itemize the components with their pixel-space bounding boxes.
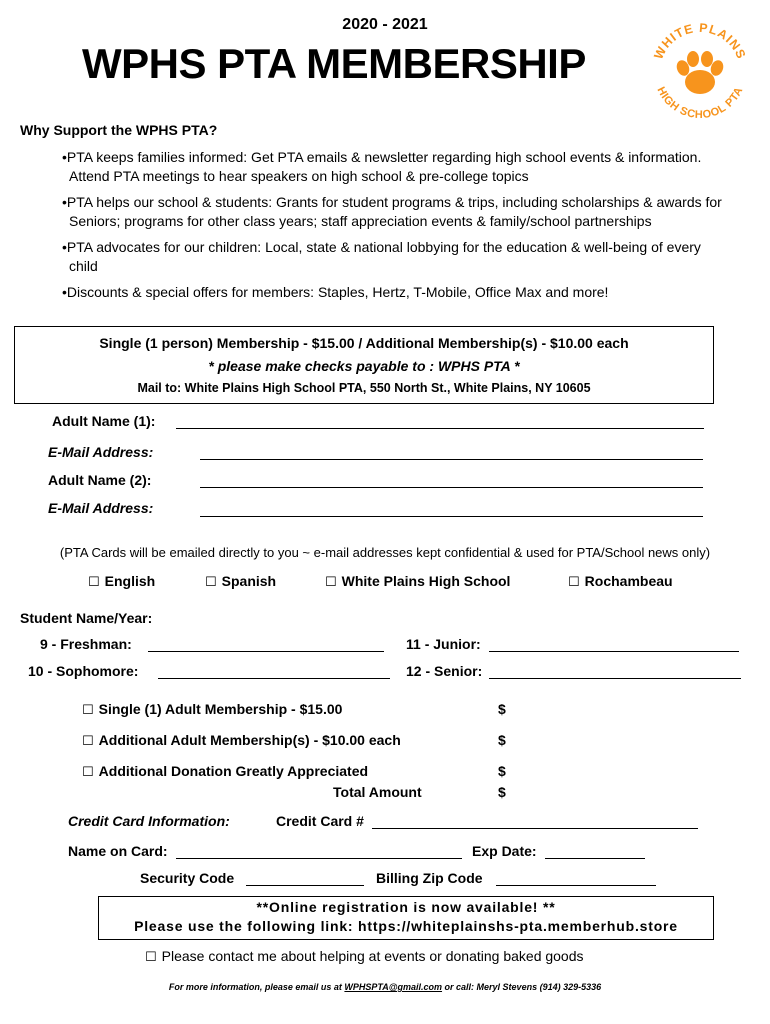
page-title: WPHS PTA MEMBERSHIP bbox=[82, 40, 586, 87]
footer-info bbox=[0, 982, 770, 992]
exp-date-field[interactable] bbox=[545, 858, 645, 859]
checkbox-icon[interactable]: ☐ bbox=[145, 950, 157, 965]
email2-field[interactable] bbox=[200, 516, 703, 517]
footer-prefix: For more information, please email us at bbox=[168, 982, 345, 992]
donation-label: Additional Donation Greatly Appreciated bbox=[98, 763, 369, 779]
why-heading: Why Support the WPHS PTA? bbox=[20, 122, 218, 138]
checkbox-wphs[interactable] bbox=[325, 573, 510, 590]
pricing-line: Single (1 person) Membership - $15.00 / Additional Membership(s) - $10.00 each bbox=[99, 335, 629, 351]
checkbox-contact-me[interactable] bbox=[145, 948, 584, 965]
bullet-discounts: •Discounts & special offers for members: Staples, Hertz, T-Mobile, Office Max and more! bbox=[62, 284, 609, 300]
adult2-label: Adult Name (2): bbox=[48, 472, 152, 488]
freshman-field[interactable] bbox=[148, 651, 384, 652]
pta-paw-logo bbox=[646, 18, 754, 126]
rochambeau-label: Rochambeau bbox=[584, 573, 673, 589]
english-label: English bbox=[104, 573, 156, 589]
card-number-field[interactable] bbox=[372, 828, 698, 829]
checkbox-additional-membership[interactable] bbox=[82, 732, 401, 749]
credit-card-info-label: Credit Card Information: bbox=[68, 813, 230, 829]
checkbox-icon[interactable]: ☐ bbox=[568, 575, 580, 590]
security-code-label: Security Code bbox=[140, 870, 235, 886]
student-heading: Student Name/Year: bbox=[20, 610, 153, 626]
email1-label: E-Mail Address: bbox=[48, 444, 154, 460]
payable-line: * please make checks payable to : WPHS PTA * bbox=[208, 358, 520, 374]
total-amount[interactable]: $ bbox=[498, 784, 506, 800]
logo-text-top: WHITE PLAINS bbox=[651, 20, 749, 62]
junior-field[interactable] bbox=[489, 651, 739, 652]
single-membership-label: Single (1) Adult Membership - $15.00 bbox=[98, 701, 343, 717]
name-on-card-field[interactable] bbox=[176, 858, 462, 859]
security-code-field[interactable] bbox=[246, 885, 364, 886]
pricing-box bbox=[14, 326, 714, 404]
checkbox-spanish[interactable] bbox=[205, 573, 276, 590]
logo-text-bottom: HIGH SCHOOL PTA bbox=[654, 85, 746, 122]
checkbox-icon[interactable]: ☐ bbox=[205, 575, 217, 590]
svg-text:WHITE PLAINS bbox=[651, 21, 748, 62]
adult1-label: Adult Name (1): bbox=[52, 413, 156, 429]
email1-field[interactable] bbox=[200, 459, 703, 460]
why-bullet-list bbox=[62, 148, 722, 309]
additional-amount[interactable]: $ bbox=[498, 732, 506, 748]
checkbox-rochambeau[interactable] bbox=[568, 573, 673, 590]
exp-date-label: Exp Date: bbox=[472, 843, 537, 859]
bullet-informed: •PTA keeps families informed: Get PTA emails & newsletter regarding high school events & information. Attend PTA meetings to hear speakers on high school & pre-college topics bbox=[62, 149, 702, 184]
bullet-helps: •PTA helps our school & students: Grants for student programs & trips, including scholarships & awards for Seniors; programs for other class years; staff appreciation events & family/school partnerships bbox=[62, 194, 722, 229]
school-year: 2020 - 2021 bbox=[342, 16, 428, 33]
junior-label: 11 - Junior: bbox=[406, 636, 481, 652]
email2-label: E-Mail Address: bbox=[48, 500, 154, 516]
billing-zip-label: Billing Zip Code bbox=[376, 870, 483, 886]
adult2-field[interactable] bbox=[200, 487, 703, 488]
checkbox-single-membership[interactable] bbox=[82, 701, 342, 718]
bullet-advocates: •PTA advocates for our children: Local, state & national lobbying for the education & well-being of every child bbox=[62, 239, 701, 274]
contact-me-label: Please contact me about helping at events or donating baked goods bbox=[161, 948, 584, 964]
online-link-text[interactable]: Please use the following link: https://whiteplainshs-pta.memberhub.store bbox=[134, 918, 678, 934]
name-on-card-label: Name on Card: bbox=[68, 843, 168, 859]
additional-membership-label: Additional Adult Membership(s) - $10.00 each bbox=[98, 732, 401, 748]
checkbox-icon[interactable]: ☐ bbox=[82, 765, 94, 780]
mail-address-line: Mail to: White Plains High School PTA, 550 North St., White Plains, NY 10605 bbox=[137, 381, 591, 395]
donation-amount[interactable]: $ bbox=[498, 763, 506, 779]
online-registration-box bbox=[98, 896, 714, 940]
checkbox-icon[interactable]: ☐ bbox=[82, 734, 94, 749]
paw-icon bbox=[675, 51, 726, 94]
checkbox-icon[interactable]: ☐ bbox=[82, 703, 94, 718]
single-amount[interactable]: $ bbox=[498, 701, 506, 717]
wphs-label: White Plains High School bbox=[341, 573, 511, 589]
online-available-text: **Online registration is now available! ** bbox=[256, 899, 556, 915]
card-number-label: Credit Card # bbox=[276, 813, 364, 829]
sophomore-field[interactable] bbox=[158, 678, 390, 679]
freshman-label: 9 - Freshman: bbox=[40, 636, 132, 652]
checkbox-english[interactable] bbox=[88, 573, 155, 590]
senior-field[interactable] bbox=[489, 678, 741, 679]
spanish-label: Spanish bbox=[221, 573, 277, 589]
email-note: (PTA Cards will be emailed directly to you ~ e-mail addresses kept confidential & used for PTA/School news only) bbox=[59, 545, 711, 560]
footer-suffix: or call: Meryl Stevens (914) 329-5336 bbox=[442, 982, 602, 992]
senior-label: 12 - Senior: bbox=[406, 663, 483, 679]
checkbox-icon[interactable]: ☐ bbox=[88, 575, 100, 590]
checkbox-donation[interactable] bbox=[82, 763, 368, 780]
sophomore-label: 10 - Sophomore: bbox=[28, 663, 139, 679]
adult1-field[interactable] bbox=[176, 428, 704, 429]
billing-zip-field[interactable] bbox=[496, 885, 656, 886]
total-label: Total Amount bbox=[333, 784, 422, 800]
checkbox-icon[interactable]: ☐ bbox=[325, 575, 337, 590]
footer-email-link[interactable]: WPHSPTA@gmail.com bbox=[344, 982, 443, 992]
